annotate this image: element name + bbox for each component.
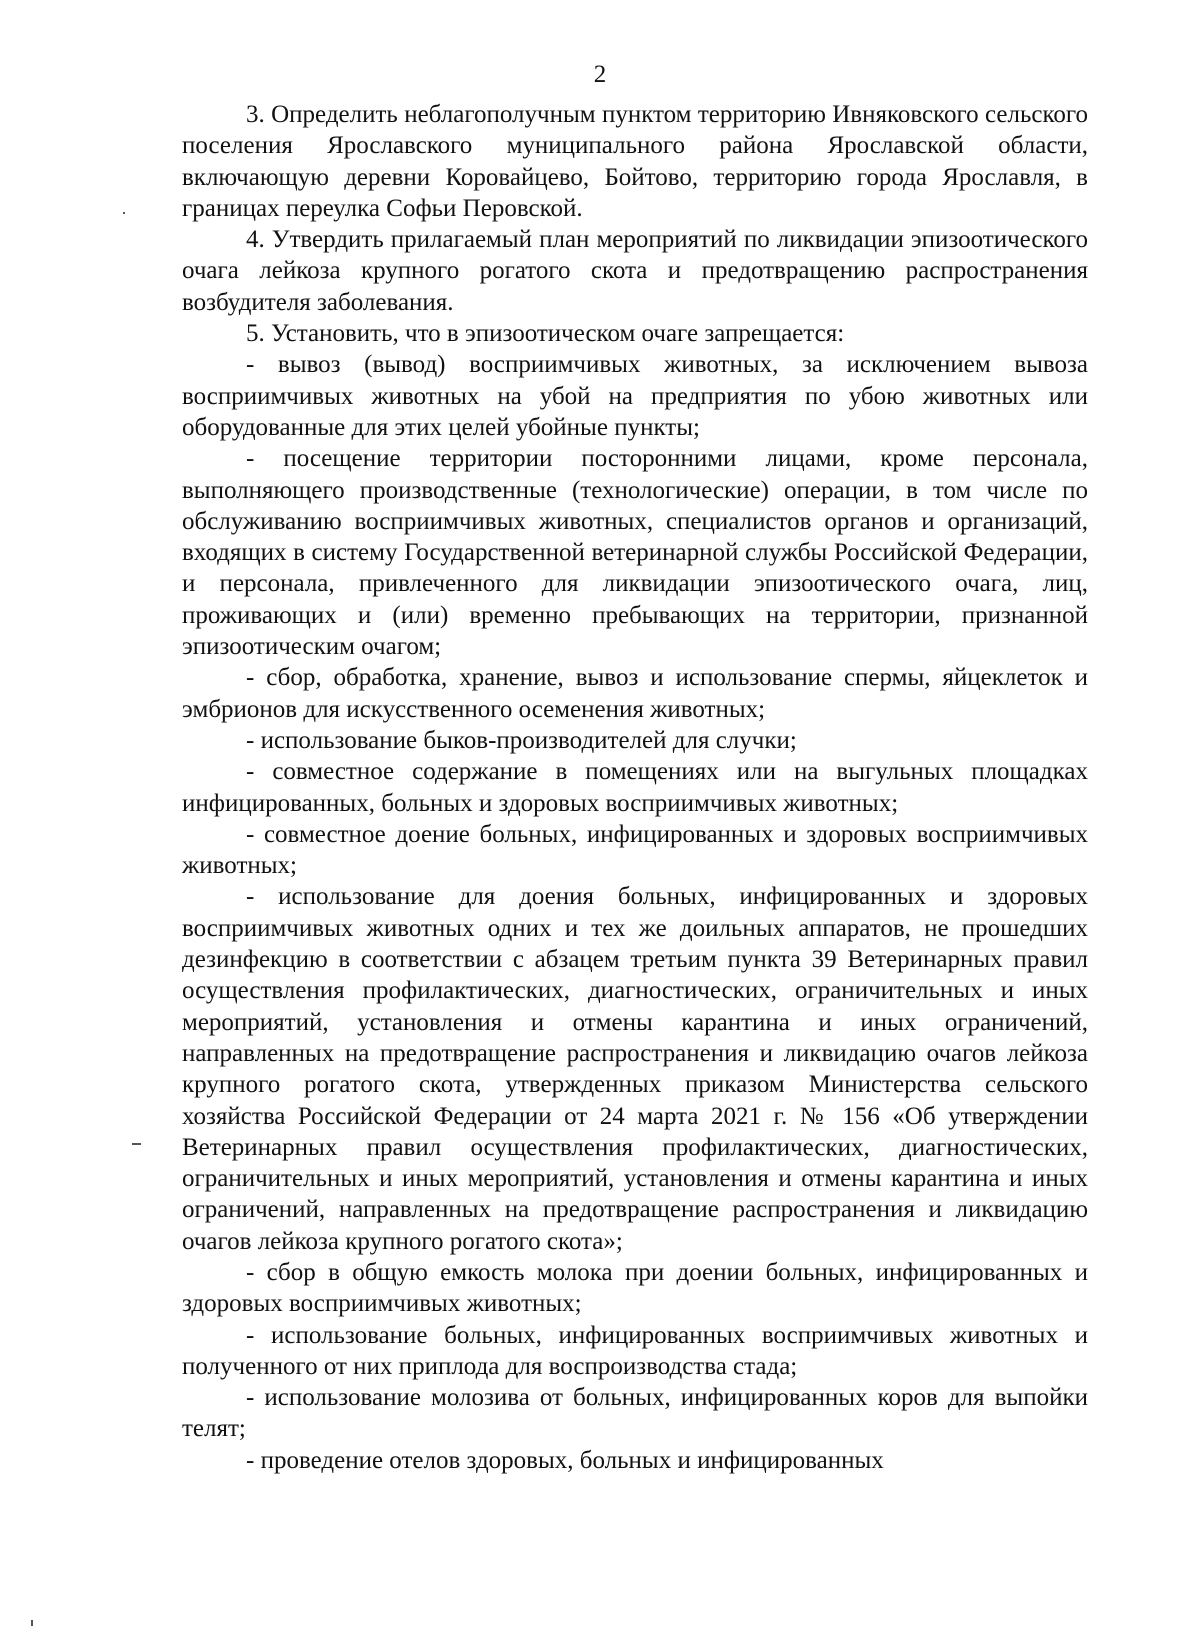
prohibition-item: - вывоз (вывод) восприимчивых животных, за исключением вывоза восприимчивых животных на убой на предприятия по убою животных или оборудованные для этих целей убойные пункты; [182, 351, 1088, 441]
paragraph-item-4: 4. Утвердить прилагаемый план мероприятий по ликвидации эпизоотического очага лейкоза крупного рогатого скота и предотвращению распространения возбудителя заболевания. [182, 226, 1088, 316]
prohibition-item: - использование больных, инфицированных восприимчивых животных и полученного от них приплода для воспроизводства стада; [182, 1321, 1088, 1380]
page-number: 2 [593, 61, 607, 88]
scan-speck [31, 1620, 33, 1626]
prohibition-item: - использование молозива от больных, инфицированных коров для выпойки телят; [182, 1384, 1088, 1443]
prohibition-item: - сбор, обработка, хранение, вывоз и использование спермы, яйцеклеток и эмбрионов для искусственного осеменения животных; [182, 664, 1088, 723]
prohibition-item: - использование быков-производителей для случки; [246, 726, 797, 754]
prohibition-item: - посещение территории посторонними лицами, кроме персонала, выполняющего производственные (технологические) операции, в том числе по обслуживанию восприимчивых животных, специалистов органов и организаций, входящих в систему Государственной ветеринарной службы Российской Федерации, и персонала, привлеченного для ликвидации эпизоотического очага, лиц, проживающих и (или) временно пребывающих на территории, признанной эпизоотическим очагом; [182, 445, 1088, 661]
scan-speck [123, 212, 125, 214]
document-body [182, 99, 1088, 1476]
prohibition-item: - совместное содержание в помещениях или на выгульных площадках инфицированных, больных и здоровых восприимчивых животных; [182, 758, 1088, 817]
paragraph-item-5: 5. Установить, что в эпизоотическом очаге запрещается: [246, 320, 845, 348]
prohibition-item: - использование для доения больных, инфицированных и здоровых восприимчивых животных одних и тех же доильных аппаратов, не прошедших дезинфекцию в соответствии с абзацем третьим пункта 39 Ветеринарных правил осуществления профилактических, диагностических, ограничительных и иных мероприятий, установления и отмены карантина и иных ограничений, направленных на предотвращение распространения и ликвидацию очагов лейкоза крупного рогатого скота, утвержденных приказом Министерства сельского хозяйства Российской Федерации от 24 марта 2021 г. № 156 «Об утверждении Ветеринарных правил осуществления профилактических, диагностических, ограничительных и иных мероприятий, установления и отмены карантина и иных ограничений, направленных на предотвращение распространения и ликвидацию очагов лейкоза крупного рогатого скота»; [182, 883, 1088, 1255]
prohibition-item: - совместное доение больных, инфицированных и здоровых восприимчивых животных; [182, 820, 1088, 880]
scan-speck [132, 1143, 141, 1145]
prohibition-item: - сбор в общую емкость молока при доении больных, инфицированных и здоровых восприимчивых животных; [182, 1258, 1088, 1318]
prohibition-item: - проведение отелов здоровых, больных и инфицированных [246, 1446, 884, 1474]
paragraph-item-3: 3. Определить неблагополучным пунктом территорию Ивняковского сельского поселения Ярославского муниципального района Ярославской области, включающую деревни Коровайцево, Бойтово, территорию города Ярославля, в границах переулка Софьи Перовской. [182, 101, 1088, 222]
